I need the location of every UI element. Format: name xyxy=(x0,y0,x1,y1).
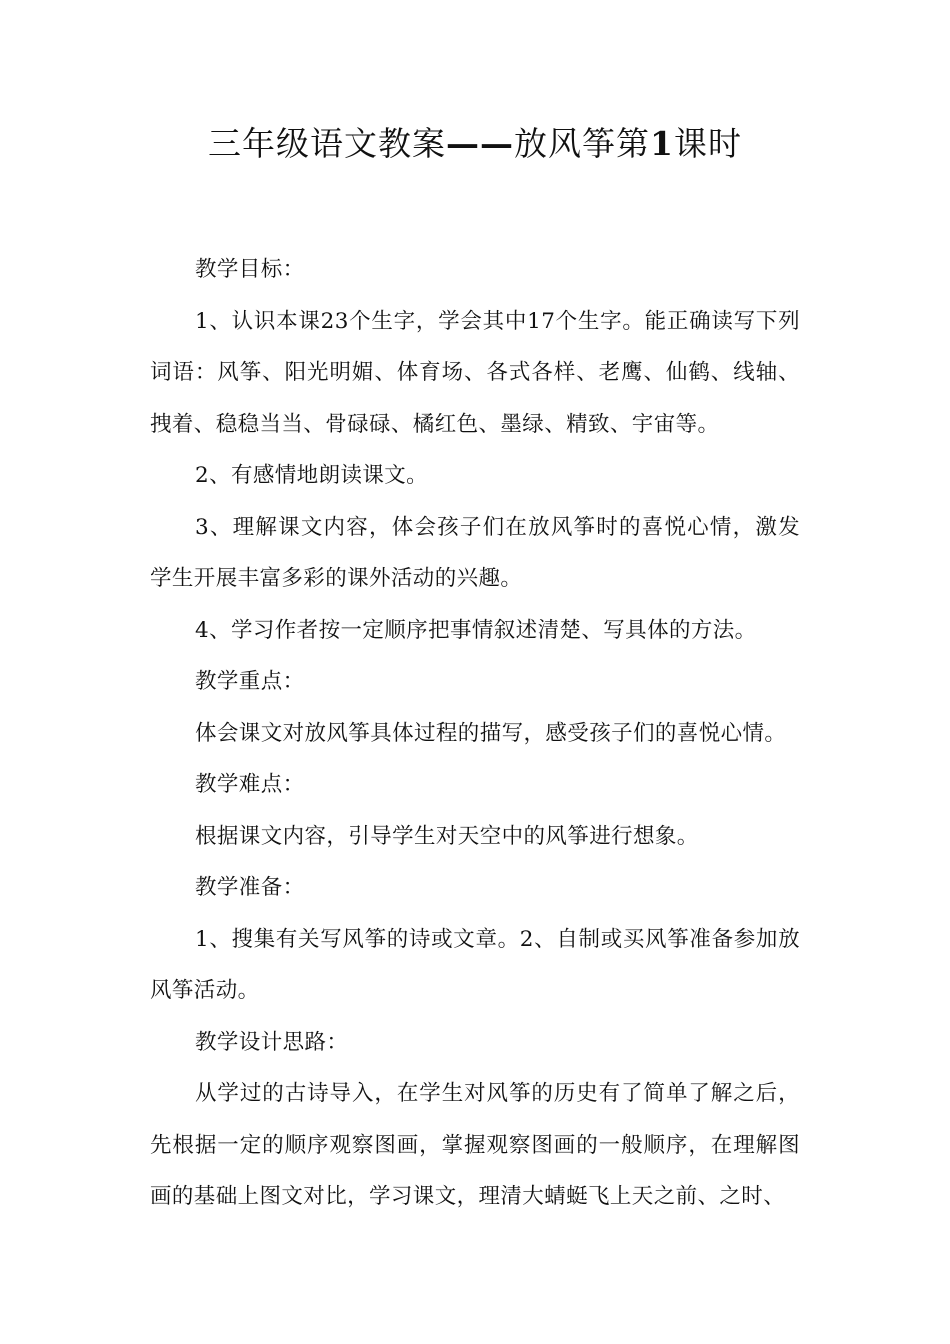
title-dash: —— xyxy=(446,124,515,163)
title-text-lesson: 放风筝第 xyxy=(514,124,651,163)
objective-1: 1、认识本课23个生字，学会其中17个生字。能正确读写下列词语：风筝、阳光明媚、体育场、各式各样、老鹰、仙鹤、线轴、拽着、稳稳当当、骨碌碌、橘红色、墨绿、精致、宇宙等。 xyxy=(150,308,800,437)
design-ideas-text: 从学过的古诗导入，在学生对风筝的历史有了简单了解之后，先根据一定的顺序观察图画，掌握观察图画的一般顺序，在理解图画的基础上图文对比，学习课文，理清大蜻蜓飞上天之前、之时、 xyxy=(150,1081,800,1209)
key-points-text: 体会课文对放风筝具体过程的描写，感受孩子们的喜悦心情。 xyxy=(195,720,787,746)
objective-4: 4、学习作者按一定顺序把事情叙述清楚、写具体的方法。 xyxy=(195,617,757,643)
document-title xyxy=(0,118,950,170)
heading-design-ideas: 教学设计思路： xyxy=(195,1029,349,1055)
difficulties-text: 根据课文内容，引导学生对天空中的风筝进行想象。 xyxy=(195,823,699,849)
preparation-text: 1、搜集有关写风筝的诗或文章。2、自制或买风筝准备参加放风筝活动。 xyxy=(150,926,800,1003)
title-text-period: 课时 xyxy=(673,124,742,163)
heading-difficulties: 教学难点： xyxy=(195,772,305,797)
title-number: 1 xyxy=(650,124,674,163)
title-text-main: 三年级语文教案 xyxy=(208,124,447,163)
document-body xyxy=(150,244,800,1223)
heading-key-points: 教学重点： xyxy=(195,669,305,694)
heading-objectives: 教学目标： xyxy=(195,257,305,282)
heading-preparation: 教学准备： xyxy=(195,875,305,900)
objective-3: 3、理解课文内容，体会孩子们在放风筝时的喜悦心情，激发学生开展丰富多彩的课外活动的兴趣。 xyxy=(150,514,800,591)
objective-2: 2、有感情地朗读课文。 xyxy=(195,463,429,488)
